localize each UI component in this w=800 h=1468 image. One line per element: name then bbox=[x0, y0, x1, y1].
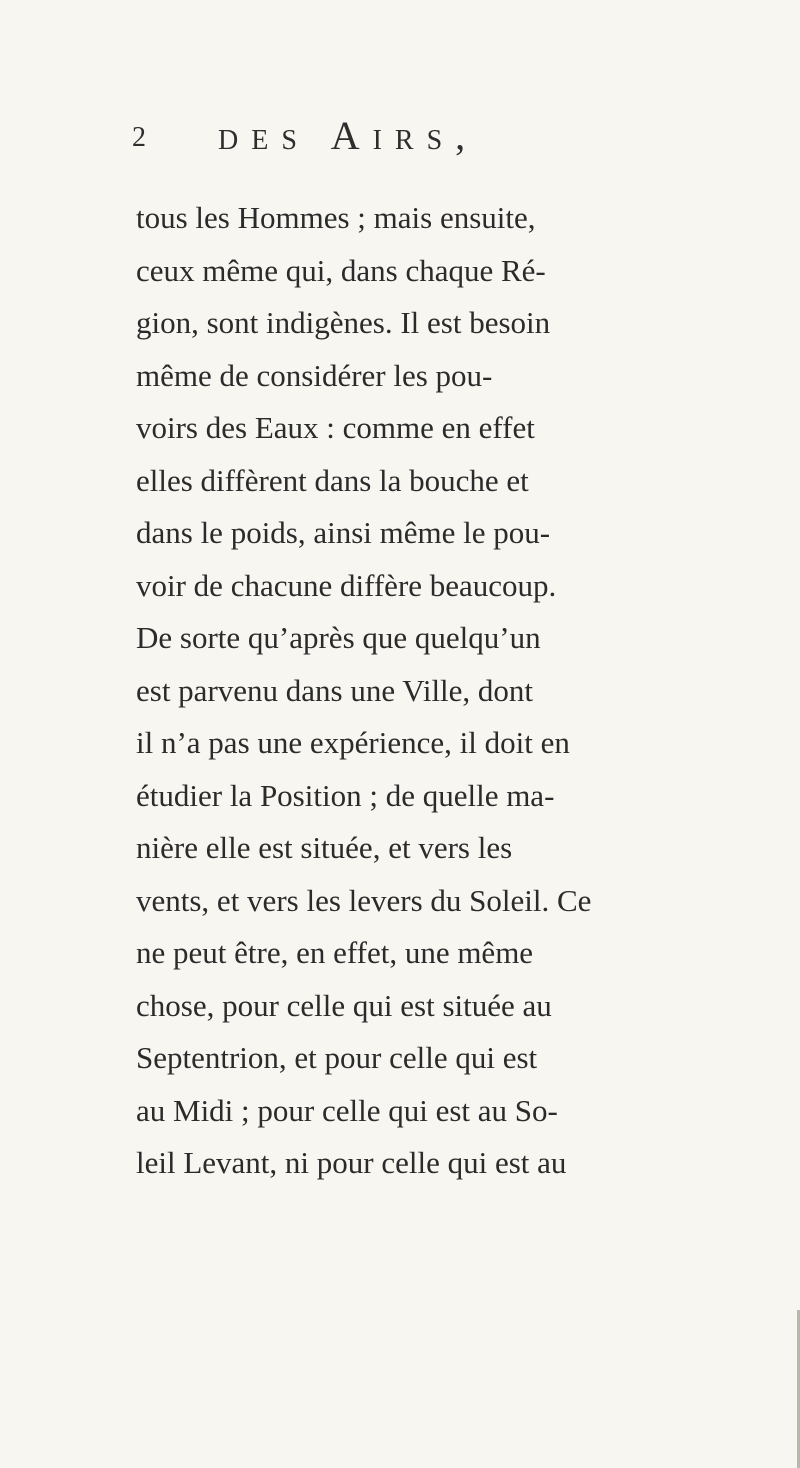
text-line: gion, sont indigènes. Il est besoin bbox=[136, 305, 551, 340]
text-line: chose, pour celle qui est située au bbox=[136, 987, 552, 1023]
text-line: dans le poids, ainsi même le pou- bbox=[136, 515, 551, 550]
running-title: des Airs, bbox=[218, 113, 479, 158]
body-text bbox=[136, 192, 736, 1190]
text-line: elles diffèrent dans la bouche et bbox=[136, 462, 529, 498]
text-line: au Midi ; pour celle qui est au So- bbox=[136, 1092, 558, 1128]
text-line: étudier la Position ; de quelle ma- bbox=[136, 777, 555, 813]
text-line: nière elle est située, et vers les bbox=[136, 830, 513, 865]
text-line: leil Levant, ni pour celle qui est au bbox=[136, 1145, 567, 1180]
text-line: ne peut être, en effet, une même bbox=[136, 935, 534, 970]
text-line: Septentrion, et pour celle qui est bbox=[136, 1040, 538, 1075]
text-line: tous les Hommes ; mais ensuite, bbox=[136, 200, 536, 235]
text-line: vents, et vers les levers du Soleil. Ce bbox=[136, 882, 592, 918]
text-line: voirs des Eaux : comme en effet bbox=[136, 410, 535, 445]
page-number: 2 bbox=[132, 122, 146, 153]
text-line: voir de chacune diffère beaucoup. bbox=[136, 567, 557, 603]
text-line: même de considérer les pou- bbox=[136, 357, 493, 393]
text-line: De sorte qu’après que quelqu’un bbox=[136, 620, 541, 655]
text-line: ceux même qui, dans chaque Ré- bbox=[136, 252, 546, 288]
text-line: il n’a pas une expérience, il doit en bbox=[136, 725, 570, 760]
text-line: est parvenu dans une Ville, dont bbox=[136, 672, 534, 708]
